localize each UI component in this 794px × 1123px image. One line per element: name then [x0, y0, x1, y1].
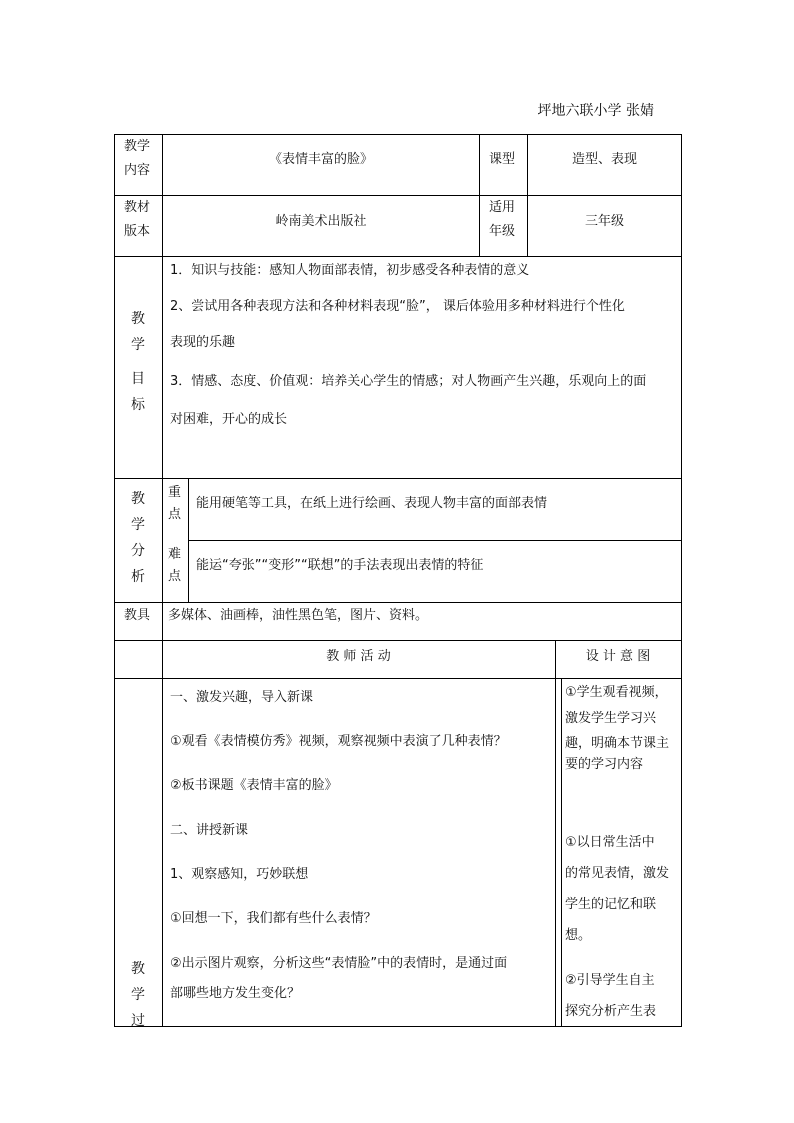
design-line-10: 探究分析产生表 — [565, 1004, 657, 1019]
label-grade-line1: 适用 — [489, 200, 516, 215]
tools: 多媒体、油画棒，油性黑色笔，图片、资料。 — [168, 608, 429, 623]
teacher-line-3: ②板书课题《表情丰富的脸》 — [170, 778, 338, 793]
teacher-line-7: ②出示图片观察，分析这些“表情脸”中的表情时，是通过面 — [170, 956, 508, 971]
label-key-point-2: 点 — [168, 507, 182, 522]
label-content-line2: 内容 — [124, 163, 151, 178]
label-key-point-1: 重 — [168, 485, 182, 500]
objective-3: 3．情感、态度、价值观：培养关心学生的情感；对人物画产生兴趣，乐观向上的面 — [170, 374, 647, 389]
label-process: 教 学 过 — [131, 961, 145, 1029]
design-line-4: 要的学习内容 — [565, 757, 644, 772]
design-line-7: 学生的记忆和联 — [565, 897, 657, 912]
teacher-line-4: 二、讲授新课 — [170, 823, 249, 838]
author-line: 坪地六联小学 张婧 — [537, 103, 654, 119]
label-analysis: 教 学 分 析 — [131, 491, 145, 585]
design-line-1: ①学生观看视频， — [565, 685, 668, 700]
label-grade-line2: 年级 — [489, 224, 516, 239]
difficulty: 能运“夸张”“变形”“联想”的手法表现出表情的特征 — [196, 558, 484, 573]
label-edition-line1: 教材 — [124, 200, 151, 215]
teacher-line-6: ①回想一下，我们都有些什么表情？ — [170, 911, 377, 926]
design-line-9: ②引导学生自主 — [565, 973, 655, 988]
design-line-6: 的常见表情，激发 — [565, 866, 670, 881]
teacher-line-1: 一、激发兴趣，导入新课 — [170, 690, 314, 705]
label-lesson-type: 课型 — [489, 152, 516, 167]
design-line-8: 想。 — [565, 928, 592, 943]
label-difficulty-1: 难 — [168, 547, 182, 562]
header-teacher-activity: 教 师 活 动 — [326, 649, 391, 664]
objective-3-cont: 对困难，开心的成长 — [170, 412, 288, 427]
teacher-line-5: 1、观察感知，巧妙联想 — [170, 867, 309, 882]
label-content-line1: 教学 — [124, 139, 151, 154]
label-difficulty-2: 点 — [168, 569, 182, 584]
teacher-line-2: ①观看《表情模仿秀》视频，观察视频中表演了几种表情？ — [170, 734, 507, 749]
design-line-3: 趣，明确本节课主 — [565, 736, 670, 751]
label-edition-line2: 版本 — [124, 224, 151, 239]
key-point: 能用硬笔等工具，在纸上进行绘画、表现人物丰富的面部表情 — [196, 496, 548, 511]
lesson-title: 《表情丰富的脸》 — [268, 152, 373, 167]
objective-1: 1．知识与技能：感知人物面部表情，初步感受各种表情的意义 — [170, 263, 530, 278]
label-objectives: 教 学 目 标 — [131, 311, 145, 413]
label-tools: 教具 — [124, 608, 151, 623]
objective-2: 2、尝试用各种表现方法和各种材料表现“脸”， 课后体验用多种材料进行个性化 — [170, 299, 625, 314]
grade: 三年级 — [584, 214, 624, 229]
header-design-intent: 设 计 意 图 — [585, 649, 651, 664]
objective-2-cont: 表现的乐趣 — [170, 335, 236, 350]
lesson-type: 造型、表现 — [571, 152, 637, 167]
publisher: 岭南美术出版社 — [275, 214, 367, 229]
teacher-line-8: 部哪些地方发生变化？ — [170, 986, 301, 1001]
design-line-2: 激发学生学习兴 — [565, 711, 657, 726]
design-line-5: ①以日常生活中 — [565, 835, 655, 850]
